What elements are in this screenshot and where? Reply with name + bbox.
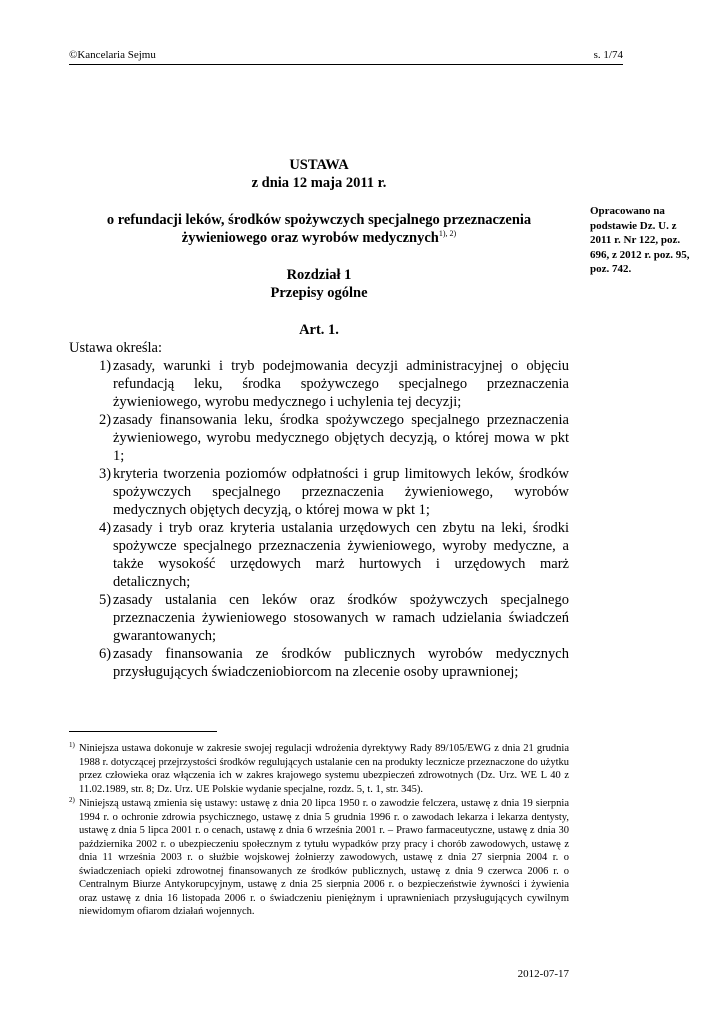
list-item <box>69 411 569 465</box>
page-header <box>69 48 623 65</box>
footnote-separator <box>69 731 217 732</box>
article-intro: Ustawa określa: <box>69 340 163 356</box>
footnotes <box>69 742 569 920</box>
point-number: 4) <box>99 520 112 536</box>
point-text: zasady, warunki i tryb podejmowania decyzji administracyjnej o objęciu refundacją leku, środka spożywczego specjalnego przeznaczenia żywieniowego, wyrobu medycznego i uchylenia tej decyzji; <box>113 358 569 410</box>
list-item <box>69 645 569 681</box>
act-subject-text: żywieniowego oraz wyrobów medycznych <box>181 230 439 246</box>
point-number: 5) <box>99 592 112 608</box>
article-label: Art. 1. <box>299 322 339 338</box>
source-note: Opracowano na podstawie Dz. U. z 2011 r. Nr 122, poz. 696, z 2012 r. poz. 95, poz. 742. <box>590 205 690 275</box>
document-body <box>69 156 569 681</box>
point-text: kryteria tworzenia poziomów odpłatności i grup limitowych leków, środków spożywczych specjalnego przeznaczenia żywieniowego, wyrobów medycznych objętych decyzją, o której mowa w pkt 1; <box>113 466 569 518</box>
list-item <box>69 357 569 411</box>
footnote-mark: 1) <box>69 741 75 749</box>
footnote-mark: 2) <box>69 796 75 804</box>
point-text: zasady ustalania cen leków oraz środków spożywczych specjalnego przeznaczenia żywieniowego stosowanych w ramach udzielania świadczeń gwarantowanych; <box>113 592 569 644</box>
point-text: zasady i tryb oraz kryteria ustalania urzędowych cen zbytu na leki, środki spożywcze specjalnego przeznaczenia żywieniowego, wyroby medyczne, a także wysokość urzędowych marż hurtowych i urzędowych marż detalicznych; <box>113 520 569 590</box>
act-type: USTAWA <box>289 157 349 173</box>
point-number: 1) <box>99 358 112 374</box>
footnote-1 <box>69 742 569 796</box>
header-page-number: s. 1/74 <box>593 49 623 61</box>
chapter-number: Rozdział 1 <box>286 267 352 283</box>
footer-date: 2012-07-17 <box>517 968 569 980</box>
chapter-name: Przepisy ogólne <box>270 285 368 301</box>
article-points <box>69 357 569 681</box>
act-subject-line-2 <box>69 229 569 247</box>
list-item <box>69 465 569 519</box>
footnote-text: Niniejsza ustawa dokonuje w zakresie swojej regulacji wdrożenia dyrektywy Rady 89/105/EWG z dnia 21 grudnia 1988 r. dotyczącej przejrzystości środków regulujących ustalanie cen na produkty lecznicze przeznaczone do użytku przez człowieka oraz włączenia ich w zakres krajowego systemu ubezpieczeń zdrowotnych (Dz. Urz. WE L 40 z 11.02.1989, str. 8; Dz. Urz. UE Polskie wydanie specjalne, rozdz. 5, t. 1, str. 345). <box>79 743 569 795</box>
list-item <box>69 591 569 645</box>
header-source: ©Kancelaria Sejmu <box>69 49 156 61</box>
point-number: 2) <box>99 412 112 428</box>
footnote-2 <box>69 797 569 919</box>
point-text: zasady finansowania ze środków publicznych wyrobów medycznych przysługujących świadczeniobiorcom na zlecenie osoby uprawnionej; <box>113 646 569 680</box>
act-subject-line-1: o refundacji leków, środków spożywczych specjalnego przeznaczenia <box>106 212 532 228</box>
point-text: zasady finansowania leku, środka spożywczego specjalnego przeznaczenia żywieniowego, wyrobu medycznego objętych decyzją, o której mowa w pkt 1; <box>113 412 569 464</box>
list-item <box>69 519 569 591</box>
point-number: 6) <box>99 646 112 662</box>
act-date: z dnia 12 maja 2011 r. <box>251 175 387 191</box>
point-number: 3) <box>99 466 112 482</box>
footnote-reference[interactable]: 1), 2) <box>438 229 457 239</box>
footnote-text: Niniejszą ustawą zmienia się ustawy: ustawę z dnia 20 lipca 1950 r. o zawodzie felczera, ustawę z dnia 19 sierpnia 1994 r. o ochronie zdrowia psychicznego, ustawę z dnia 5 grudnia 1996 r. o zawodach lekarza i lekarza dentysty, ustawę z dnia 5 lipca 2001 r. o cenach, ustawę z dnia 6 września 2001 r. – Prawo farmaceutyczne, ustawę z dnia 30 października 2002 r. o ubezpieczeniu społecznym z tytułu wypadków przy pracy i chorób zawodowych, ustawę z dnia 11 września 2003 r. o służbie wojskowej żołnierzy zawodowych, ustawę z dnia 27 sierpnia 2004 r. o świadczeniach opieki zdrowotnej finansowanych ze środków publicznych, ustawę z dnia 9 czerwca 2006 r. o Centralnym Biurze Antykorupcyjnym, ustawę z dnia 25 sierpnia 2006 r. o bezpieczeństwie żywności i żywienia oraz ustawę z dnia 16 listopada 2006 r. o świadczeniu pieniężnym i uprawnieniach przysługujących cywilnym niewidomym ofiarom działań wojennych. <box>79 798 569 917</box>
